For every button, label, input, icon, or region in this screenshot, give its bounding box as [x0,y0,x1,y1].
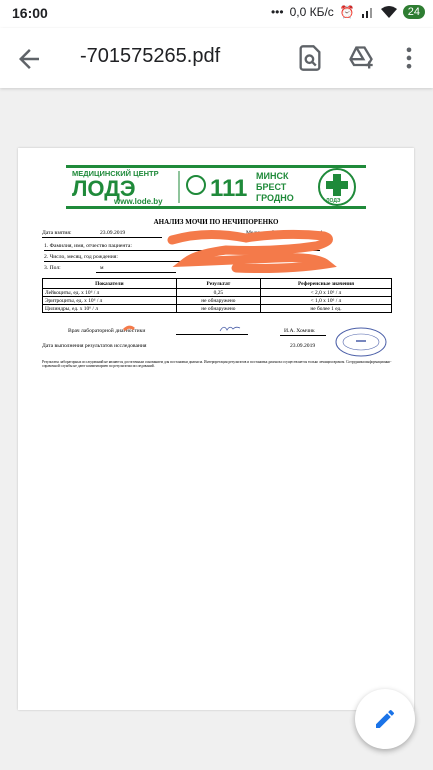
status-bar [0,0,433,28]
app-bar [0,28,433,88]
field-patient-name: 1. Фамилия, имя, отчество пациента: [44,243,132,249]
doctor-label: Врач лабораторной диагностики [68,328,146,334]
stamp [334,326,388,358]
battery-indicator: 24 [403,5,425,19]
logo-site-text: www.lode.by [114,197,163,206]
more-notifications-icon: ••• [270,5,284,19]
edit-button[interactable] [355,689,415,749]
clock: 16:00 [12,5,48,21]
redaction-mark [122,324,136,334]
pdf-page[interactable] [18,148,414,710]
result-date-value: 23.09.2019 [290,343,316,349]
more-options-icon[interactable] [395,44,423,72]
date-taken-value: 23.09.2019 [100,230,126,236]
department-text: Медцурный (Гикало 1) Гикало 1 [246,230,323,236]
logo-badge-text: ЛОДЭ [326,198,341,204]
results-table [42,278,392,313]
table-row: Эритроциты, ед. х 10⁶ / л не обнаружено < 1,0 х 10⁶ / л [43,297,392,305]
logo-center-text: МЕДИЦИНСКИЙ ЦЕНТР [72,169,159,178]
add-to-drive-icon[interactable] [347,44,375,72]
find-in-page-icon[interactable] [296,44,324,72]
document-title: -701575265.pdf [80,45,221,67]
field-birth-date: 2. Число, месяц, год рождения: [44,254,118,260]
svg-text:ГРОДНО: ГРОДНО [256,193,294,203]
table-header: Показатели Результат Референсные значения [43,279,392,289]
logo-phone-text: 111 [210,175,248,202]
signal-icon [361,6,375,18]
wifi-icon [381,6,397,18]
result-date-label: Дата выполнения результатов исследования [42,343,147,349]
svg-text:МИНСК: МИНСК [256,171,289,181]
svg-text:БРЕСТ: БРЕСТ [256,182,287,192]
lode-logo [66,165,366,209]
redaction-scribble [166,228,346,273]
alarm-icon: ⏰ [339,5,355,19]
doctor-name: И.А. Хомчик [284,328,315,334]
date-taken-label: Дата взятия: [42,230,72,236]
table-row: Лейкоциты, ед. х 10⁶ / л 0,25 < 2,0 х 10⁶ / л [43,289,392,297]
network-speed: 0,0 КБ/с [289,5,334,19]
sex-value: м [100,265,104,271]
signature [218,322,242,334]
back-arrow-icon[interactable] [14,44,44,74]
logo-name-text: ЛОДЭ [72,176,136,201]
table-row: Цилиндры, ед. х 10⁶ / л не обнаружено не более 1 ед. [43,305,392,313]
field-sex: 3. Пол: [44,265,61,271]
disclaimer-note: Результаты лабораторных исследований не являются достаточным основанием для постановки диагноза. Интерпретация результатов и постановка диагноза осуществляется только лечащим врачом. Сотрудники информационно-справочной службы не дают комментариев по результатам исследований. [42,360,392,369]
pencil-icon [373,707,397,731]
analysis-title: АНАЛИЗ МОЧИ ПО НЕЧИПОРЕНКО [153,218,279,226]
